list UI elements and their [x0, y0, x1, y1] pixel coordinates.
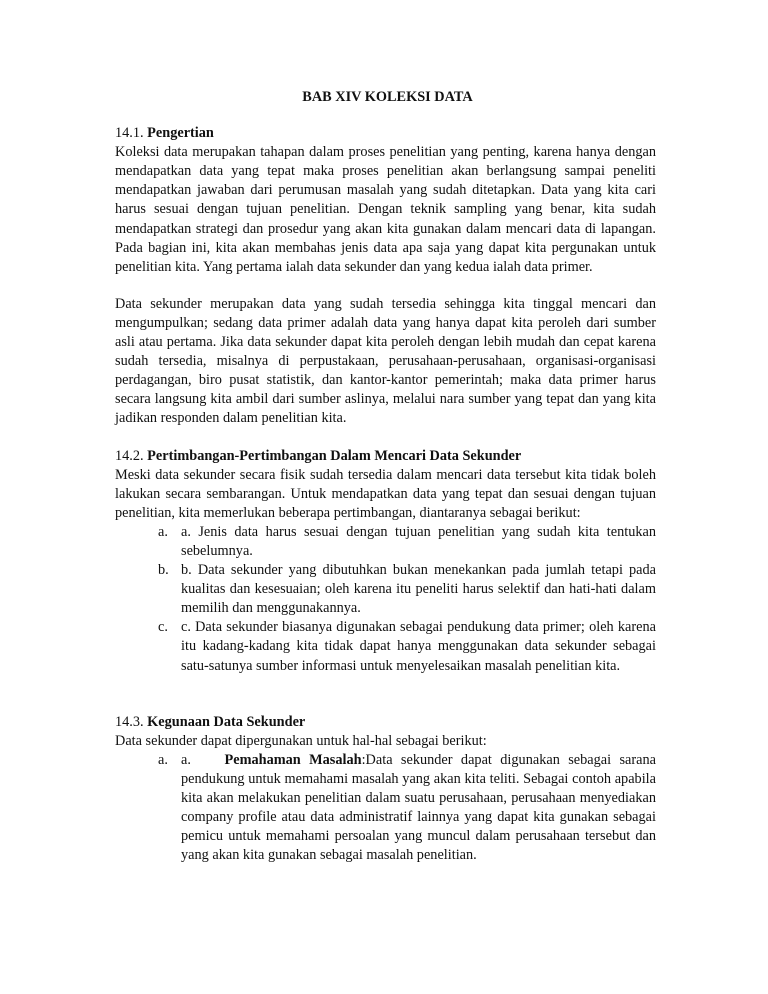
list-item	[115, 523, 656, 561]
list-item-text: c. Data sekunder biasanya digunakan sebagai pendukung data primer; oleh karena itu kadang-kadang kita tidak dapat hanya menggunakan data sekunder sebagai satu-satunya sumber informasi untuk menyelesaikan masalah penelitian kita.	[181, 619, 656, 674]
section-title: Pertimbangan-Pertimbangan Dalam Mencari Data Sekunder	[147, 447, 522, 464]
section-heading-14-3	[115, 713, 656, 732]
list-marker: b.	[158, 562, 169, 579]
section-heading-14-1	[115, 124, 656, 143]
list-item-bold-term: Pemahaman Masalah	[224, 751, 362, 768]
section-number: 14.1.	[115, 125, 144, 142]
list-item-text: :Data sekunder dapat digunakan sebagai sarana pendukung untuk memahami masalah yang akan kita teliti. Sebagai contoh apabila kita akan melakukan penelitian dalam suatu perusahaan, perusahaan menyediakan company profile atau data administratif lainnya yang dapat kita gunakan sebagai pemicu untuk memahami persoalan yang muncul dalam perusahaan tersebut dan yang akan kita gunakan sebagai masalah penelitian.	[181, 751, 657, 864]
section-heading-14-2	[115, 447, 656, 466]
paragraph: Koleksi data merupakan tahapan dalam proses penelitian yang penting, karena hanya dengan mendapatkan data yang tepat maka proses penelitian akan berlangsung sampai peneliti mendapatkan jawaban dari perumusan masalah yang sudah ditetapkan. Data yang kita cari harus sesuai dengan tujuan penelitian. Dengan teknik sampling yang benar, kita sudah mendapatkan strategi dan prosedur yang akan kita gunakan dalam mencari data di lapangan. Pada bagian ini, kita akan membahas jenis data apa saja yang dapat kita pergunakan untuk penelitian kita. Yang pertama ialah data sekunder dan yang kedua ialah data primer.	[115, 144, 656, 275]
list-item	[115, 561, 656, 618]
document-page	[115, 88, 656, 865]
section-number: 14.2.	[115, 447, 144, 464]
list-marker: a.	[158, 751, 168, 768]
section-title: Pengertian	[147, 125, 214, 142]
list-item-prefix: a.	[181, 751, 225, 768]
paragraph: Data sekunder dapat dipergunakan untuk hal-hal sebagai berikut:	[115, 732, 487, 749]
list-item	[115, 618, 656, 675]
list-item	[115, 751, 656, 866]
paragraph: Data sekunder merupakan data yang sudah tersedia sehingga kita tinggal mencari dan mengumpulkan; sedang data primer adalah data yang hanya dapat kita peroleh dari sumber asli atau pertama. Jika data sekunder dapat kita peroleh dengan lebih mudah dan cepat karena sudah tersedia, misalnya di perpustakaan, perusahaan-perusahaan, organisasi-organisasi perdagangan, biro pusat statistik, dan kantor-kantor pemerintah; maka data primer harus secara langsung kita ambil dari sumber aslinya, melalui nara sumber yang tepat dan yang kita jadikan responden dalam penelitian kita.	[115, 295, 656, 427]
section-number: 14.3.	[115, 713, 144, 730]
consideration-list	[115, 523, 656, 676]
list-marker: c.	[158, 619, 168, 636]
section-title: Kegunaan Data Sekunder	[147, 713, 306, 730]
document-title: BAB XIV KOLEKSI DATA	[302, 89, 473, 105]
list-marker: a.	[158, 523, 168, 540]
list-item-text: b. Data sekunder yang dibutuhkan bukan menekankan pada jumlah tetapi pada kualitas dan kesesuaian; oleh karena itu peneliti harus selektif dan hati-hati dalam memilih dan menggunakannya.	[181, 562, 656, 617]
paragraph: Meski data sekunder secara fisik sudah tersedia dalam mencari data tersebut kita tidak boleh lakukan secara sembarangan. Untuk mendapatkan data yang tepat dan sesuai dengan tujuan penelitian, kita memerlukan beberapa pertimbangan, diantaranya sebagai berikut:	[115, 466, 656, 521]
list-item-text: a. Jenis data harus sesuai dengan tujuan penelitian yang sudah kita tentukan sebelumnya.	[181, 523, 656, 559]
usage-list	[115, 751, 656, 866]
